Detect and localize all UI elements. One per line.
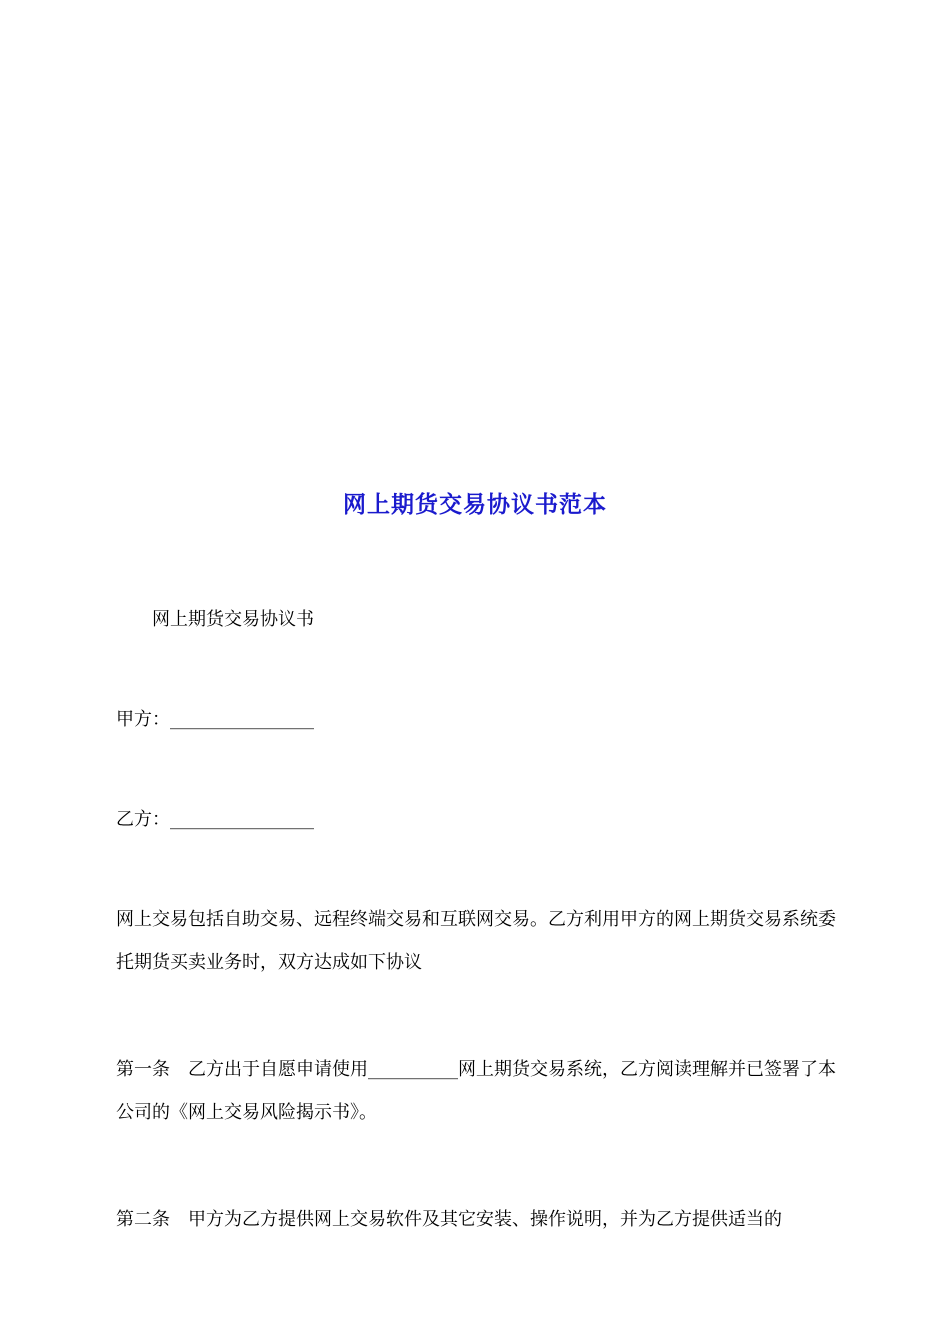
document-title: 网上期货交易协议书范本 [343,491,607,518]
party-a-label: 甲方： [116,709,170,730]
article-1-text-after: 网上期货交易系统，乙方阅读理解并已签署了本公司的《网上交易风险揭示书》。 [116,1059,836,1123]
document-subtitle: 网上期货交易协议书 [152,609,314,630]
article-2-text: 甲方为乙方提供网上交易软件及其它安装、操作说明，并为乙方提供适当的 [188,1209,782,1230]
article-1-text-before: 乙方出于自愿申请使用 [188,1059,368,1080]
article-1-blank: __________ [368,1059,458,1080]
party-b-line [116,808,314,832]
article-2-heading: 第二条 [116,1209,170,1230]
party-b-label: 乙方： [116,809,170,830]
party-a-line [116,708,314,732]
article-2-paragraph [116,1198,836,1241]
article-1-paragraph [116,1048,836,1134]
party-a-blank: ________________ [170,709,314,730]
article-1-heading: 第一条 [116,1059,170,1080]
party-b-blank: ________________ [170,809,314,830]
intro-paragraph: 网上交易包括自助交易、远程终端交易和互联网交易。乙方利用甲方的网上期货交易系统委托期货买卖业务时，双方达成如下协议 [116,909,836,973]
